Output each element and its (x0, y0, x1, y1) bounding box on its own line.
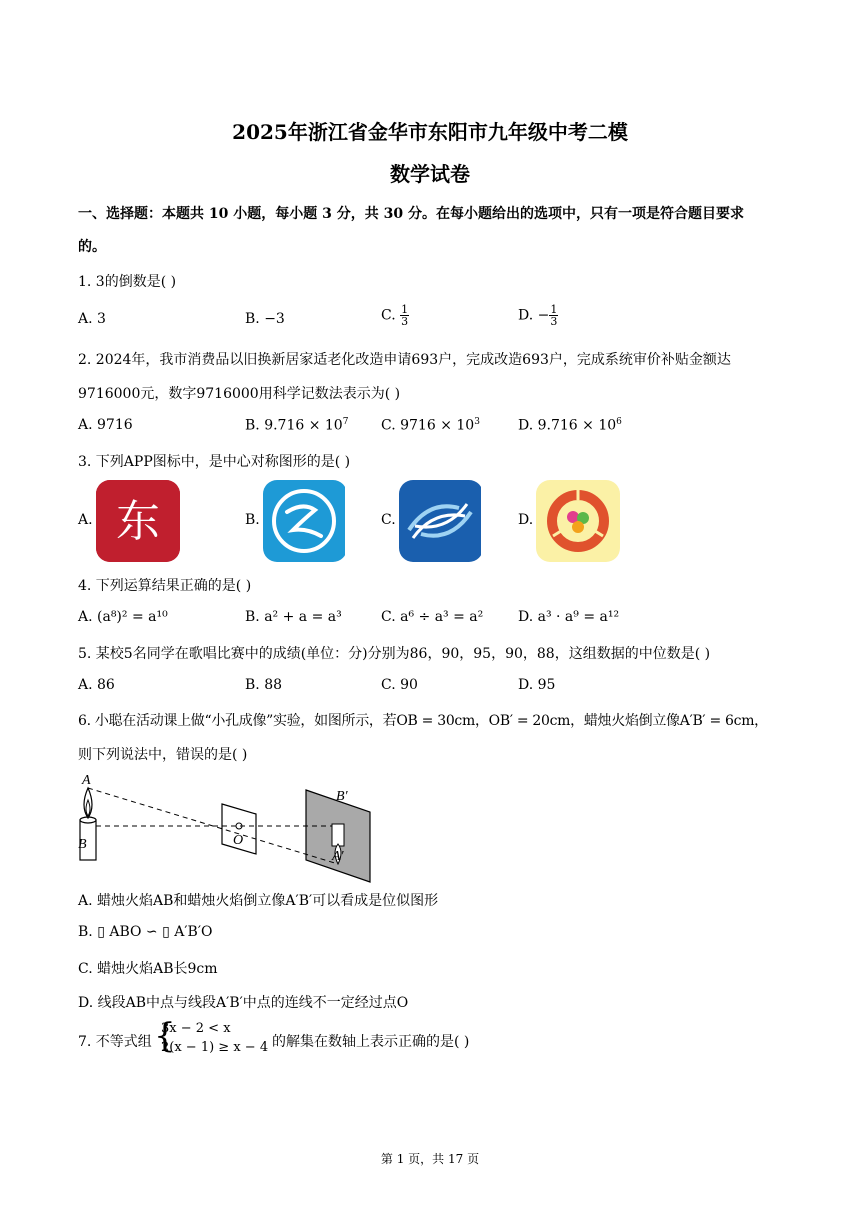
app-icon-waves (399, 480, 481, 562)
q2-option-b (245, 417, 348, 434)
q3-icon-d (536, 480, 620, 562)
q2-option-b-exponent: 7 (342, 417, 349, 427)
q3-stem: 3. 下列APP图标中，是中心对称图形的是( ) (78, 454, 351, 470)
q7-prefix: 7. 不等式组 (78, 1034, 152, 1050)
section-header-line1: 一、选择题：本题共 10 小题，每小题 3 分，共 30 分。在每小题给出的选项中，只有一项是符合题目要求 (78, 206, 744, 222)
q3-option-b-label: B. (245, 512, 260, 528)
q5-option-a: A. 86 (78, 677, 115, 693)
label-O: O (233, 833, 244, 848)
q6-stem-line1: 6. 小聪在活动课上做“小孔成像”实验，如图所示，若OB = 30cm，OB′ = 20cm，蜡烛火焰倒立像A′B′ = 6cm， (78, 713, 768, 729)
q1-option-a: A. 3 (78, 311, 106, 327)
q2-stem-line2: 9716000元，数字9716000用科学记数法表示为( ) (78, 386, 401, 402)
q5-option-c: C. 90 (381, 677, 418, 693)
q6-stem-line2: 则下列说法中，错误的是( ) (78, 747, 248, 763)
q6-option-a: A. 蜡烛火焰AB和蜡烛火焰倒立像A′B′可以看成是位似图形 (78, 893, 439, 909)
q2-option-c-base: C. 9716 × 10 (381, 417, 475, 434)
q5-option-d: D. 95 (518, 677, 556, 693)
q7-inequality-2: 2(x − 1) ≥ x − 4 (161, 1040, 269, 1055)
q6-option-b: B. ▯ ABO ∽ ▯ A′B′O (78, 924, 213, 940)
q1-option-c-fraction (400, 304, 409, 327)
q3-option-d-label: D. (518, 512, 534, 528)
image-candle (332, 824, 344, 846)
fraction-denominator: 3 (401, 315, 409, 328)
q6-option-c: C. 蜡烛火焰AB长9cm (78, 961, 218, 977)
q3-icon-c (399, 480, 483, 562)
fraction-numerator: 1 (401, 303, 409, 316)
q7-brace: { (154, 1016, 176, 1056)
q1-option-b: B. −3 (245, 311, 285, 327)
q2-option-d-exponent: 6 (616, 417, 622, 427)
q2-stem-line1: 2. 2024年，我市消费品以旧换新居家适老化改造申请693户，完成改造693户，完成系统审价补贴金额达 (78, 352, 731, 368)
pinhole-camera-figure (74, 768, 374, 884)
q2-option-a: A. 9716 (78, 417, 133, 433)
q5-stem: 5. 某校5名同学在歌唱比赛中的成绩(单位：分)分别为86，90，95，90，88，这组数据的中位数是( ) (78, 646, 711, 662)
q2-option-d (518, 417, 622, 434)
fraction-denominator: 3 (550, 315, 558, 328)
app-icon-ring (536, 480, 620, 562)
q6-option-d: D. 线段AB中点与线段A′B′中点的连线不一定经过点O (78, 995, 409, 1011)
q4-stem: 4. 下列运算结果正确的是( ) (78, 578, 252, 594)
q3-icon-a (96, 480, 180, 562)
fraction-numerator: 1 (550, 303, 558, 316)
icon-a-glyph: 东 (116, 496, 160, 547)
q7-inequality-1: 3x − 2 < x (161, 1021, 231, 1036)
doc-title: 2025年浙江省金华市东阳市九年级中考二模 (232, 120, 628, 144)
q1-option-d-prefix: D. − (518, 307, 550, 324)
app-icon-dongyang (96, 480, 180, 562)
label-B: B (78, 837, 87, 852)
q2-option-c-exponent: 3 (474, 417, 480, 427)
q2-option-d-base: D. 9.716 × 10 (518, 417, 617, 434)
q2-option-b-base: B. 9.716 × 10 (245, 417, 343, 434)
q4-option-a: A. (a⁸)² = a¹⁰ (78, 609, 168, 625)
q3-option-c-label: C. (381, 512, 396, 528)
q4-option-b: B. a² + a = a³ (245, 609, 342, 625)
q3-option-a-label: A. (78, 512, 93, 528)
app-icon-swirl (263, 480, 345, 562)
label-B-prime: B′ (336, 789, 348, 804)
q7-suffix: 的解集在数轴上表示正确的是( ) (272, 1034, 470, 1050)
doc-subtitle: 数学试卷 (390, 162, 470, 186)
q5-option-b: B. 88 (245, 677, 283, 693)
q1-option-d-fraction (549, 304, 558, 327)
label-A: A (82, 773, 91, 788)
page-footer: 第 1 页，共 17 页 (380, 1152, 480, 1166)
q2-option-c (381, 417, 480, 434)
q1-option-c (381, 304, 409, 327)
q4-option-c: C. a⁶ ÷ a³ = a² (381, 609, 484, 625)
q1-stem: 1. 3的倒数是( ) (78, 274, 177, 290)
q1-option-c-prefix: C. (381, 307, 401, 324)
section-header-line2: 的。 (78, 239, 106, 255)
q3-icon-b (263, 480, 347, 562)
label-A-prime: A′ (332, 849, 344, 864)
q1-option-d (518, 304, 558, 327)
q4-option-d: D. a³ · a⁹ = a¹² (518, 609, 620, 625)
